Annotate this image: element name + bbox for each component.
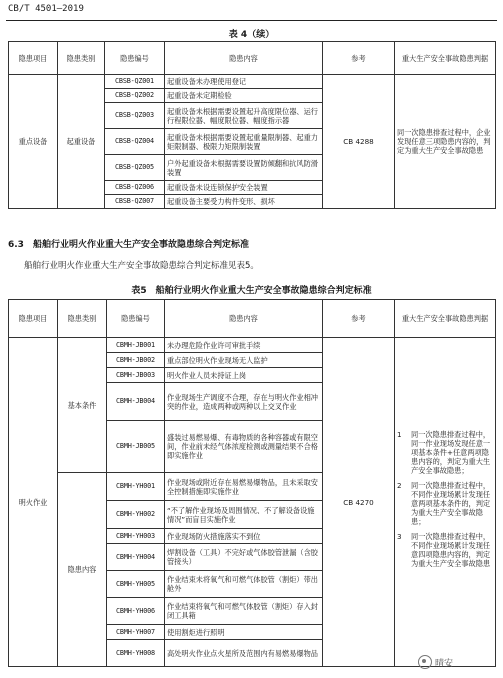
t5-category-hazard: 隐患内容 [58, 473, 107, 667]
standard-code: CB/T 4501—2019 [8, 4, 84, 14]
t5-judgement-cell [395, 338, 496, 667]
t5-row-code: CBMH-YH003 [107, 529, 165, 544]
t5-row-code: CBMH-JB001 [107, 338, 165, 353]
t4-row-code: CBSB-QZ001 [105, 75, 165, 89]
t4-row-content: 起重设备未根据需要设置起重量限制器、起重力矩限制器、极限力矩限制装置 [165, 129, 323, 155]
t5-row-code: CBMH-YH001 [107, 473, 165, 501]
t5-header-judgement: 重大生产安全事故隐患判据 [395, 300, 496, 338]
criteria-item [397, 481, 493, 526]
wechat-icon [418, 655, 432, 669]
t5-row-content: 盛装过易燃易爆、有毒物质的各种容器或有限空间，作业前未经气体浓度检测或测量结果不合格即实施作业 [165, 421, 323, 473]
t5-row-content: 作业现场或附近存在易燃易爆物品，且未采取安全控制措施即实施作业 [165, 473, 323, 501]
t4-row-code: CBSB-QZ003 [105, 103, 165, 129]
t4-row-content: 起重设备未定期检验 [165, 89, 323, 103]
t5-row-code: CBMH-YH005 [107, 571, 165, 598]
criteria-item [397, 430, 493, 475]
t4-header-code: 隐患编号 [105, 42, 165, 75]
t5-row-code: CBMH-JB005 [107, 421, 165, 473]
t4-judgement-cell: 同一次隐患排查过程中，企业发现任意三项隐患内容的，判定为重大生产安全事故隐患 [395, 75, 496, 209]
t5-row-content: 作业结束未将氧气和可燃气体胶管（割炬）带出舱外 [165, 571, 323, 598]
t5-row-content: 使用割炬进行照明 [165, 625, 323, 640]
t5-row-code: CBMH-JB004 [107, 383, 165, 421]
criteria-number: 1 [397, 430, 402, 439]
section-heading: 6.3 船舶行业明火作业重大生产安全事故隐患综合判定标准 [8, 240, 249, 250]
t4-row-content: 起重设备未根据需要设置起升高度限位器、运行行程限位器、幅度限位器、幅度指示器 [165, 103, 323, 129]
table5 [8, 299, 496, 667]
t5-row-code: CBMH-JB003 [107, 368, 165, 383]
header-rule [6, 20, 497, 21]
t4-row-content: 起重设备主要受力构件变形、损坏 [165, 195, 323, 209]
t5-row-content: 作业现场防火措施落实不到位 [165, 529, 323, 544]
criteria-number: 2 [397, 481, 402, 490]
t4-row-code: CBSB-QZ002 [105, 89, 165, 103]
t4-row-code: CBSB-QZ004 [105, 129, 165, 155]
t5-row-content: 重点部位明火作业现场无人监护 [165, 353, 323, 368]
watermark-text: 晴安 [435, 658, 454, 669]
criteria-list [397, 430, 493, 568]
t5-row-content: 高处明火作业点火星所及范围内有易燃易爆物品 [165, 640, 323, 667]
t5-header-category: 隐患类别 [58, 300, 107, 338]
t4-row-content: 起重设备未办理使用登记 [165, 75, 323, 89]
t4-header-category: 隐患类别 [58, 42, 105, 75]
t4-category-cell: 起重设备 [58, 75, 105, 209]
criteria-item [397, 532, 493, 568]
t4-header-reference: 参考 [323, 42, 395, 75]
t5-reference-cell: CB 4270 [323, 338, 395, 667]
t4-row-code: CBSB-QZ006 [105, 181, 165, 195]
t5-header-content: 隐患内容 [165, 300, 323, 338]
section-paragraph: 船舶行业明火作业重大生产安全事故隐患综合判定标准见表5。 [24, 261, 259, 271]
t5-row-content: 未办理危险作业许可审批手续 [165, 338, 323, 353]
criteria-number: 3 [397, 532, 402, 541]
t5-row-code: CBMH-YH004 [107, 544, 165, 571]
table4-caption: 表 4（续） [228, 30, 275, 40]
t4-header-content: 隐患内容 [165, 42, 323, 75]
criteria-text: 同一次隐患排查过程中，不同作业现场累计发现任意四项隐患内容的，判定为重大生产安全事故隐患 [411, 532, 491, 568]
t5-row-code: CBMH-JB002 [107, 353, 165, 368]
t4-header-item: 隐患项目 [9, 42, 58, 75]
t5-header-reference: 参考 [323, 300, 395, 338]
watermark [418, 655, 453, 669]
t4-reference-cell: CB 4288 [323, 75, 395, 209]
t5-header-item: 隐患项目 [9, 300, 58, 338]
t5-header-code: 隐患编号 [107, 300, 165, 338]
t5-category-basic: 基本条件 [58, 338, 107, 473]
t5-row-content: “不了解作业现场及周围情况、不了解设备设施情况”而盲目实施作业 [165, 501, 323, 529]
t5-row-content: 作业结束将氧气和可燃气体胶管（割炬）存入封闭工具箱 [165, 598, 323, 625]
t4-row-code: CBSB-QZ005 [105, 155, 165, 181]
criteria-text: 同一次隐患排查过程中，同一作业现场发现任意一项基本条件+任意两项隐患内容的，判定为重大生产安全事故隐患； [411, 430, 491, 475]
t5-row-code: CBMH-YH002 [107, 501, 165, 529]
t5-row-content: 作业现场生产调度不合理，存在与明火作业相冲突的作业，造成两种或两种以上交叉作业 [165, 383, 323, 421]
t5-row-code: CBMH-YH008 [107, 640, 165, 667]
table4 [8, 41, 496, 209]
criteria-text: 同一次隐患排查过程中，不同作业现场累计发现任意两项基本条件的，判定为重大生产安全事故隐患； [411, 481, 491, 526]
t5-row-content: 明火作业人员未持证上岗 [165, 368, 323, 383]
t5-item-cell: 明火作业 [9, 338, 58, 667]
table5-caption: 表5 船舶行业明火作业重大生产安全事故隐患综合判定标准 [131, 286, 372, 296]
t4-row-content: 起重设备未设连锁保护安全装置 [165, 181, 323, 195]
t5-row-code: CBMH-YH006 [107, 598, 165, 625]
t4-row-content: 户外起重设备未根据需要设置防倾翻和抗风防滑装置 [165, 155, 323, 181]
t5-row-content: 焊割设备（工具）不完好或气体胶管泄漏（含胶管接头） [165, 544, 323, 571]
t4-row-code: CBSB-QZ007 [105, 195, 165, 209]
t5-row-code: CBMH-YH007 [107, 625, 165, 640]
t4-item-cell: 重点设备 [9, 75, 58, 209]
t4-header-judgement: 重大生产安全事故隐患判据 [395, 42, 496, 75]
